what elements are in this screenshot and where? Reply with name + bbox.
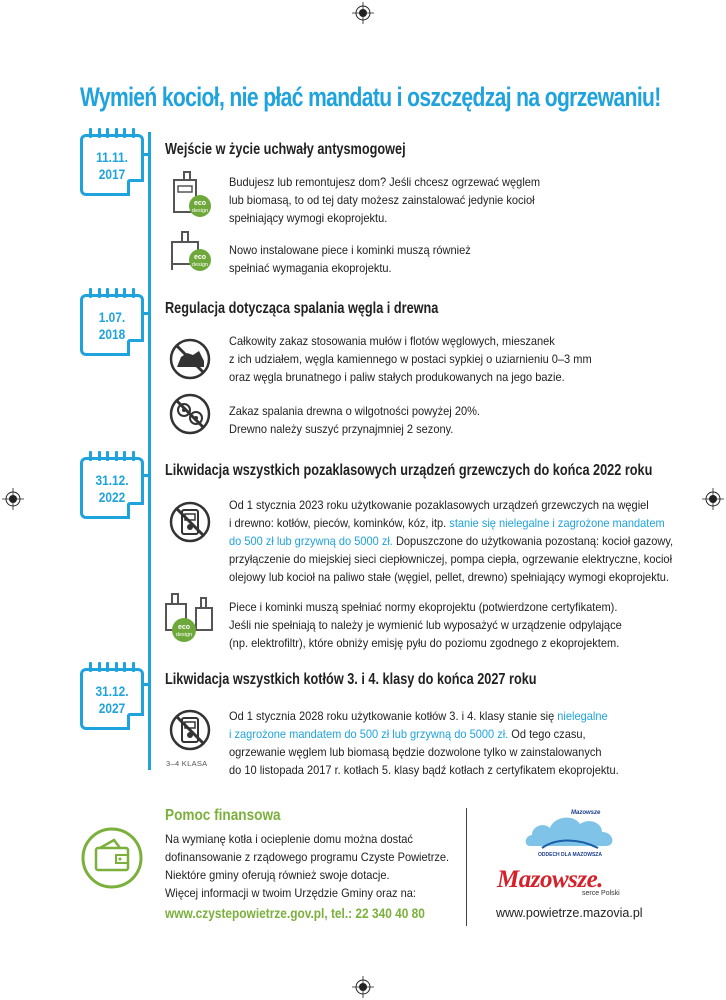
no-old-boiler-icon — [168, 500, 212, 544]
section-3-paragraph-1: Od 1 stycznia 2023 roku użytkowanie pozaklasowych urządzeń grzewczych na węgiel i drewno: kotłów, pieców, kominków, kóz, itp. stanie się nielegalne i zagrożone mandatem do 500 zł lub grzywną do 5000 zł. Dopuszczone do użytkowania pozostaną: kocioł gazowy, przyłączenie do miejskiej sieci ciepłowniczej, pompa ciepła, ogrzewanie elektryczne, kocioł olejowy lub kocioł na paliwo stałe (węgiel, pellet, drewno) spełniający wymogi ekoprojektu. — [229, 498, 674, 584]
svg-text:design: design — [191, 208, 209, 214]
date-year: 2027 — [98, 700, 126, 716]
date-year: 2022 — [98, 489, 126, 505]
section-heading: Likwidacja wszystkich pozaklasowych urządzeń grzewczych do końca 2022 roku — [165, 462, 653, 479]
calendar-date-2022 — [80, 457, 144, 519]
date-year: 2018 — [98, 326, 126, 342]
logo-cloud-subtitle: ODDECH DLA MAZOWSZA — [538, 852, 602, 858]
date-day: 31.12. — [95, 472, 129, 488]
registration-mark-left — [2, 488, 24, 510]
wallet-icon — [80, 826, 144, 890]
svg-text:design: design — [175, 632, 193, 638]
eco-design-boiler-icon — [166, 170, 214, 218]
date-day: 1.07. — [98, 309, 126, 325]
date-day: 11.11. — [96, 149, 128, 165]
divider — [466, 808, 467, 926]
registration-mark-top — [352, 2, 374, 24]
calendar-date-2027 — [80, 668, 144, 730]
section-4-paragraph-1: Od 1 stycznia 2028 roku użytkowanie kotłów 3. i 4. klasy stanie się nielegalne i zagrożone mandatem do 500 zł lub grzywną do 5000 zł. Od tego czasu, ogrzewanie węglem lub biomasą będzie dozwolone tylko w zainstalowanych do 10 listopada 2017 r. kotłach 5. klasy bądź kotłach z certyfikatem ekoprojektu. — [229, 709, 619, 777]
logo-cloud-text: Mazowsze — [571, 810, 601, 816]
no-coal-icon — [168, 337, 212, 381]
section-heading: Wejście w życie uchwały antysmogowej — [165, 141, 406, 158]
registration-mark-right — [702, 488, 724, 510]
svg-text:eco: eco — [193, 200, 207, 207]
svg-text:eco: eco — [193, 254, 207, 261]
mazowsze-tagline: serce Polski — [582, 890, 620, 897]
svg-text:eco: eco — [177, 624, 191, 631]
date-day: 31.12. — [95, 683, 129, 699]
timeline-line — [148, 132, 151, 770]
date-year: 2017 — [98, 166, 126, 182]
registration-mark-bottom — [352, 976, 374, 998]
section-2-paragraph-2: Zakaz spalania drewna o wilgotności powyżej 20%. Drewno należy suszyć przynajmniej 2 sezony. — [229, 404, 480, 436]
boiler-class-label: 3–4 KLASA — [166, 759, 208, 768]
no-class-3-4-boiler-icon — [168, 708, 212, 752]
finance-title: Pomoc finansowa — [165, 807, 281, 824]
page-title: Wymień kocioł, nie płać mandatu i oszczędzaj na ogrzewaniu! — [80, 82, 661, 112]
eco-design-stove-icon — [166, 228, 214, 274]
no-wet-wood-icon — [168, 392, 212, 436]
section-2-paragraph-1: Całkowity zakaz stosowania mułów i flotów węglowych, mieszanek z ich udziałem, węgla kamiennego w postaci sypkiej o uziarnieniu 0–3 mm oraz węgla brunatnego i paliw stałych produkowanych na jego bazie. — [229, 334, 592, 384]
section-heading: Regulacja dotycząca spalania węgla i drewna — [165, 300, 439, 317]
section-3-paragraph-2: Piece i kominki muszą spełniać normy ekoprojektu (potwierdzone certyfikatem). Jeśli nie spełniają to należy je wymienić lub wyposażyć w urządzenie odpylające (np. elektrofiltr), które obniży emisję pyłu do poziomu zgodnego z ekoprojektem. — [229, 600, 622, 650]
finance-paragraph: Na wymianę kotła i ocieplenie domu można dostać dofinansowanie z rządowego programu Czyste Powietrze. Niektóre gminy oferują również swoje dotacje. Więcej informacji w twoim Urzędzie Gminy oraz na: — [165, 832, 450, 900]
calendar-date-2017 — [80, 134, 144, 196]
section-heading: Likwidacja wszystkich kotłów 3. i 4. klasy do końca 2027 roku — [165, 671, 537, 688]
eco-design-fireplace-icon — [160, 590, 218, 644]
finance-contact-link[interactable]: www.czystepowietrze.gov.pl, tel.: 22 340 40 80 — [165, 905, 425, 921]
section-1-paragraph-2: Nowo instalowane piece i kominki muszą również spełniać wymagania ekoprojektu. — [229, 243, 471, 275]
calendar-date-2018 — [80, 294, 144, 356]
mazowsze-url-link[interactable]: www.powietrze.mazovia.pl — [496, 906, 643, 920]
section-1-paragraph-1: Budujesz lub remontujesz dom? Jeśli chcesz ogrzewać węglem lub biomasą, to od tej daty możesz zainstalować jedynie kocioł spełniający wymogi ekoprojektu. — [229, 175, 541, 225]
svg-text:design: design — [191, 262, 209, 268]
mazowsze-brand: Mazowsze. — [497, 866, 603, 893]
